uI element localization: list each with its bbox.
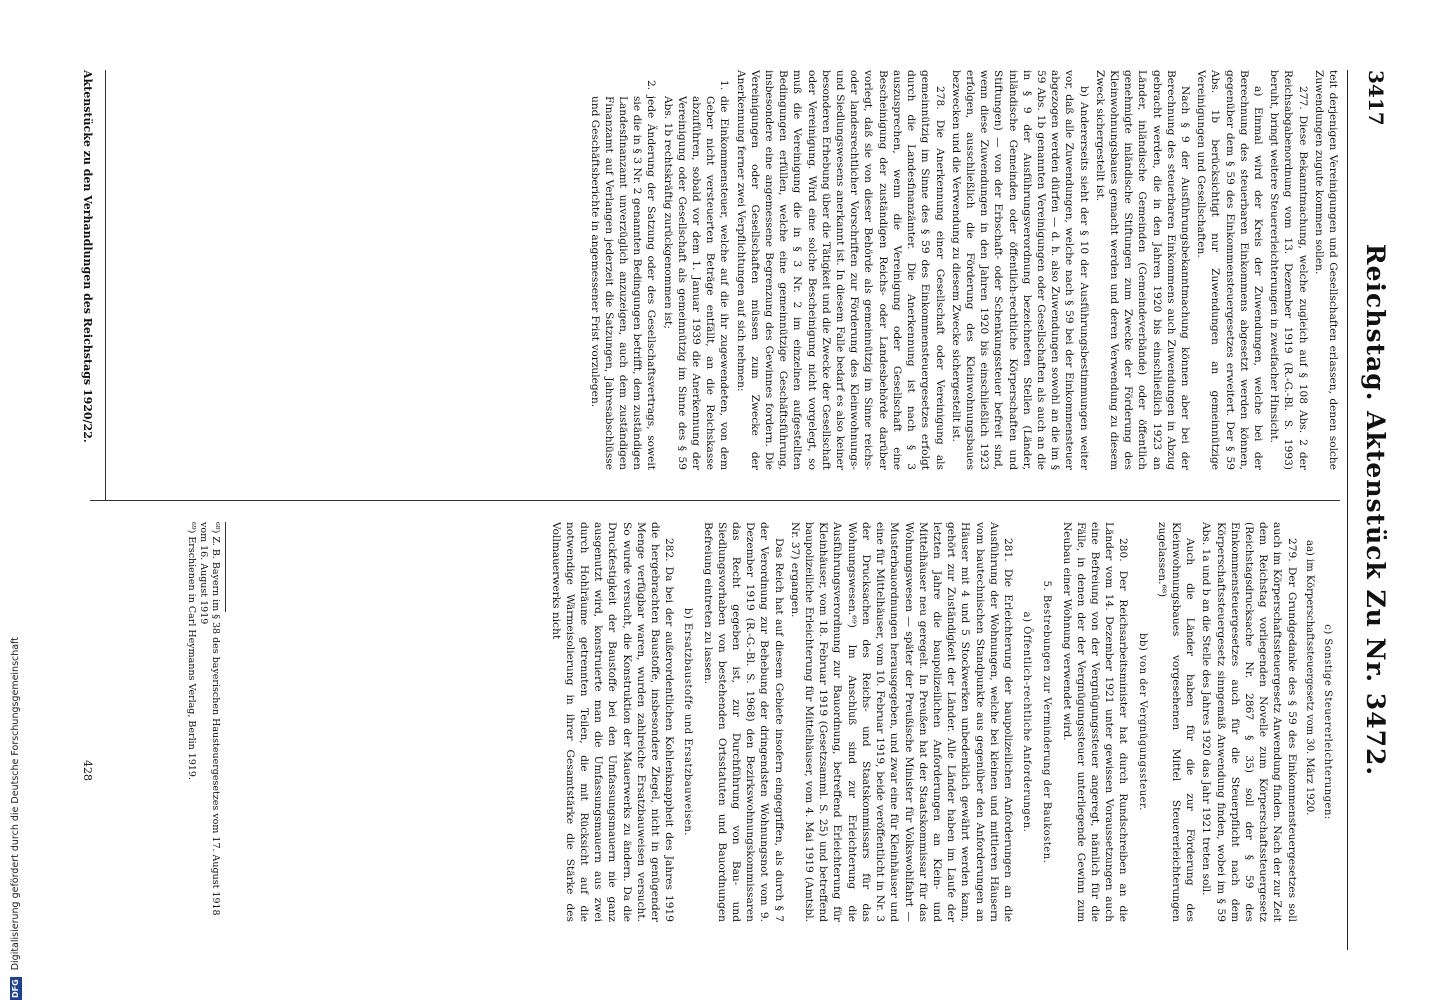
paragraph-280: 280. Der Reichsarbeitsminister hat durch Rundschreiben an die Länder vom 14. Dezember 1921 unter gewissen Voraussetzungen auch eine Befreiung von der Vergnügungssteuer angeregt, nämlich für die Fälle, in denen der der Vergnügungssteuer unterliegende Gewinn zum Neubau einer Wohnung verwendet wird. bbox=[1060, 522, 1130, 922]
paragraph-282: 282. Da bei der außerordentlichen Kohlenknappheit des Jahres 1919 die hergebrachten Baustoffe, insbesondere Ziegel, nicht in genügender Menge verfügbar waren, wurden zahlreiche Ersatzbauweisen versucht. So wurde versucht, die Konstruktion der Mauerwerks zu ändern. Da die Druckfestigkeit der Baustoffe bei den Umfassungsmauern nie ganz ausgenutzt wird, konstruierte man die Umfassungsmauern aus zwei durch Hohlräume getrennten Teilen, die mit Rücksicht auf die notwendige Wärmeisolierung in ihrer Gesamtstärke die Stärke des Vollmauerwerks nicht bbox=[549, 522, 676, 922]
footnote: ⁶⁹) Erschienen in Carl Heymanns Verlag, Berlin 1919. bbox=[186, 522, 197, 780]
digitization-credit bbox=[0, 0, 21, 1000]
subsection-heading: b) Ersatzbaustoffe und Ersatzbauweisen. bbox=[682, 608, 694, 836]
paragraph-277a: a) Einmal wird der Kreis der Zuwendungen, welche bei der Berechnung des steuerbaren Einkommens abgesetzt werden können, gegenüber dem § 59 des Einkommensteuergesetzes erweitert. Der § 59 Abs. 1b berücksichtigt nur Zuwendungen an gemeinnützige Vereinigungen und Gesellschaften. bbox=[1195, 70, 1264, 470]
page-number: 3417 bbox=[1364, 70, 1388, 126]
dfg-logo: DFG bbox=[11, 979, 20, 998]
section-heading: 5. Bestrebungen zur Verminderung der Baukosten. bbox=[1041, 580, 1053, 864]
page-title: Reichstag. Aktenstück Zu Nr. 3472. bbox=[1361, 243, 1390, 777]
paragraph: Auch die Länder haben für die zur Förderung des Kleinwohnungsbaues vorgesehenen Mittel Steuererleichterungen zugelassen.⁶⁸) bbox=[1155, 522, 1197, 922]
paragraph: Nach § 9 der Ausführungsbekanntmachung können aber bei der Berechnung des steuerbaren Einkommens auch Zuwendungen in Abzug gebracht werden, die in den Jahren 1920 bis einschließlich 1923 an Länder, inländische Gemeinden (Gemeindeverbände) oder öffentlich genehmigte inländische Stiftungen zum Zwecke der Förderung des Kleinwohnungsbaues gemacht werden und deren Verwendung zu diesem Zweck sichergestellt ist. bbox=[1093, 70, 1191, 470]
footer-collection-title: Aktenstücke zu den Verhandlungen des Reichstags 1920/22. bbox=[81, 70, 94, 443]
subsection-heading: aa) im Körperschaftssteuergesetz vom 30. März 1920. bbox=[1303, 540, 1315, 816]
paragraph-277b: b) Andererseits sieht der § 10 der Ausführungsbestimmungen weiter vor, daß alle Zuwendungen, welche nach § 59 bei der Einkommensteuer abgezogen werden dürfen — d. h. also Zuwendungen sowohl an die im § 59 Abs. 1b genannten Vereinigungen oder Gesellschaften als auch an die in § 9 der Ausführungsverordnung bezeichneten Stellen (Länder, inländische Gemeinden oder öffentlich-rechtliche Körperschaften und Stiftungen) — von der Erbschaft- oder Schenkungssteuer befreit sind, wenn diese Zuwendungen in den Jahren 1920 bis einschließlich 1923 erfolgen, ausschließlich die Förderung des Kleinwohnungsbaues bezwecken und die Verwendung zu diesem Zwecke sichergestellt ist. bbox=[949, 70, 1090, 470]
list-item: 2. jede Änderung der Satzung oder des Gesellschaftsvertrags, soweit sie die in § 3 Nr. 2 genannten Bedingungen betrifft, dem zuständigen Landesfinanzamt unverzüglich anzuzeigen, auch dem zuständigen Finanzamt auf Verlangen jederzeit die Satzungen, Jahresabschlüsse und Geschäftsberichte in angemessener Frist vorzulegen. bbox=[588, 80, 658, 470]
paragraph-279: 279. Der Grundgedanke des § 59 des Einkommensteuergesetzes soll auch im Körperschaftssteuergesetz Anwendung finden. Nach der zur Zeit dem Reichstag vorliegenden Novelle zum Körperschaftssteuergesetz (Reichstagsdrucksache Nr. 2867 § 35) soll der § 59 des Einkommensteuergesetzes auch für die Steuerpflicht nach dem Körperschaftssteuergesetz sinngemäß Anwendung finden, wobei im § 59 Abs. 1a und b an die Stelle des Jahres 1920 das Jahr 1921 treten soll. bbox=[1200, 522, 1298, 922]
subsection-heading: bb) von der Vergnügungssteuer. bbox=[1136, 633, 1148, 811]
footnotes bbox=[185, 522, 226, 922]
footnote: vom 16. August 1919 bbox=[198, 522, 209, 625]
footnote: ⁶⁸) Z. B. Bayern im § 38 des bayerischen Hausteuergesetzes vom 17. August 1918 bbox=[210, 522, 221, 916]
page-header bbox=[1350, 70, 1390, 950]
paragraph: Das Reich hat auf diesem Gebiete insofern eingegriffen, als durch § 7 der Verordnung zur Behebung der dringendsten Wohnungsnot vom 9. Dezember 1919 (R.-G.-Bl. S. 1968) den Bezirkswohnungskommissaren das Recht gegeben ist, zur Durchführung von Bau- und Siedlungsvorhaben von bestehenden Ortsstatuten und Bauordnungen Befreiung eintreten zu lassen. bbox=[701, 522, 785, 922]
paragraph-277: 277. Diese Bekanntmachung, welche zugleich auf § 108 Abs. 2 der Reichsabgabenordnung vom 13. Dezember 1919 (R.-G.-Bl. S. 1993) beruht, bringt weitere Steuererleichterungen in zweifacher Hinsicht. bbox=[1268, 70, 1309, 470]
right-column bbox=[80, 522, 1340, 922]
column-divider bbox=[90, 500, 1340, 501]
subsection-heading: a) Öffentlich-rechtliche Anforderungen. bbox=[1021, 611, 1033, 833]
paragraph-281: 281. Die Erleichterung der baupolizeilichen Anforderungen an die Ausführung der Wohnungen, welche bei kleinen und mittleren Häusern vom bautechnischen Standpunkte aus gegenüber den Anforderungen an Häuser mit 4 und 5 Stockwerken unbedenklich gewährt werden kann, gehört zur Zuständigkeit der Länder. Alle Länder haben im Laufe der letzten Jahre die baupolizeilichen Anforderungen an Klein- und Mittelhäuser neu geregelt. In Preußen hat der Staatskommissar für das Wohnungswesen — später der Preußische Minister für Volkswohlfahrt — Musterbauordnungen herausgegeben, und zwar eine für Kleinhäuser und eine für Mittelhäuser, vom 10. Februar 1919, beide veröffentlicht in Nr. 3 der Drucksachen des Reichs- und Staatskommissars für das Wohnungswesen.⁶⁹) Im Anschluß sind zur Erleichterung die Ausführungsverordnung zur Bauordnung, betreffend Erleichterung für Kleinhäuser, vom 18. Februar 1919 (Gesetzsamml. S. 25) und betreffend baupolizeiliche Erleichterung für Mittelhäuser, vom 4. Mai 1919 (Amtsbl. Nr. 37) ergangen. bbox=[788, 522, 1014, 922]
footnote-rule bbox=[225, 522, 226, 612]
credit-text: Digitalisierung gefördert durch die Deutsche Forschungsgemeinschaft bbox=[10, 636, 21, 971]
left-column bbox=[80, 70, 1340, 470]
section-heading: c) Sonstige Steuererleichterungen: bbox=[1322, 624, 1333, 820]
header-rule bbox=[1347, 70, 1348, 950]
paragraph-278: 278. Die Anerkennung einer Gesellschaft oder Vereinigung als gemeinnützig im Sinne des § 59 des Einkommensteuergesetzes erfolgt durch die Landesfinanzämter. Die Anerkennung ist nach § 3 auszusprechen, wenn die Vereinigung oder Gesellschaft eine Bescheinigung der zuständigen Reichs- oder Landesbehörde darüber vorlegt, daß sie von dieser Behörde als gemeinnützig im Sinne reichs- oder landesrechtlicher Vorschriften zur Förderung des Kleinwohnungs- und Siedlungswesens anerkannt ist. In diesem Falle bedarf es also keiner besonderen Erhebung über die Tätigkeit und die Zwecke der Gesellschaft oder Vereinigung. Wird eine solche Bescheinigung nicht vorgelegt, so muß die Vereinigung die in § 3 Nr. 2 im einzelnen aufgestellten Bedingungen erfüllen, welche eine gemeinnützige Geschäftsführung, insbesondere eine angemessene Begrenzung des Gewinnes fordern. Die Vereinigungen oder Gesellschaften müssen zum Zwecke der Anerkennung ferner zwei Verpflichtungen auf sich nehmen: bbox=[734, 70, 946, 470]
footer-sheet-number: 428 bbox=[81, 760, 94, 781]
paragraph: teit derjenigen Vereinigungen und Gesellschaften erlassen, denen solche Zuwendungen zugute kommen sollen. bbox=[1312, 70, 1339, 470]
footer-rule bbox=[105, 70, 106, 500]
list-item: 1. die Einkommensteuer, welche auf die ihr zugewendeten, von dem Geber nicht versteuerten Beträge entfällt, an die Reichskasse abzuführen, sobald vor dem 1. Januar 1939 die Anerkennung der Vereinigung oder Gesellschaft als gemeinnützig im Sinne des § 59 Abs. 1b rechtskräftig zurückgenommen ist; bbox=[661, 80, 731, 470]
